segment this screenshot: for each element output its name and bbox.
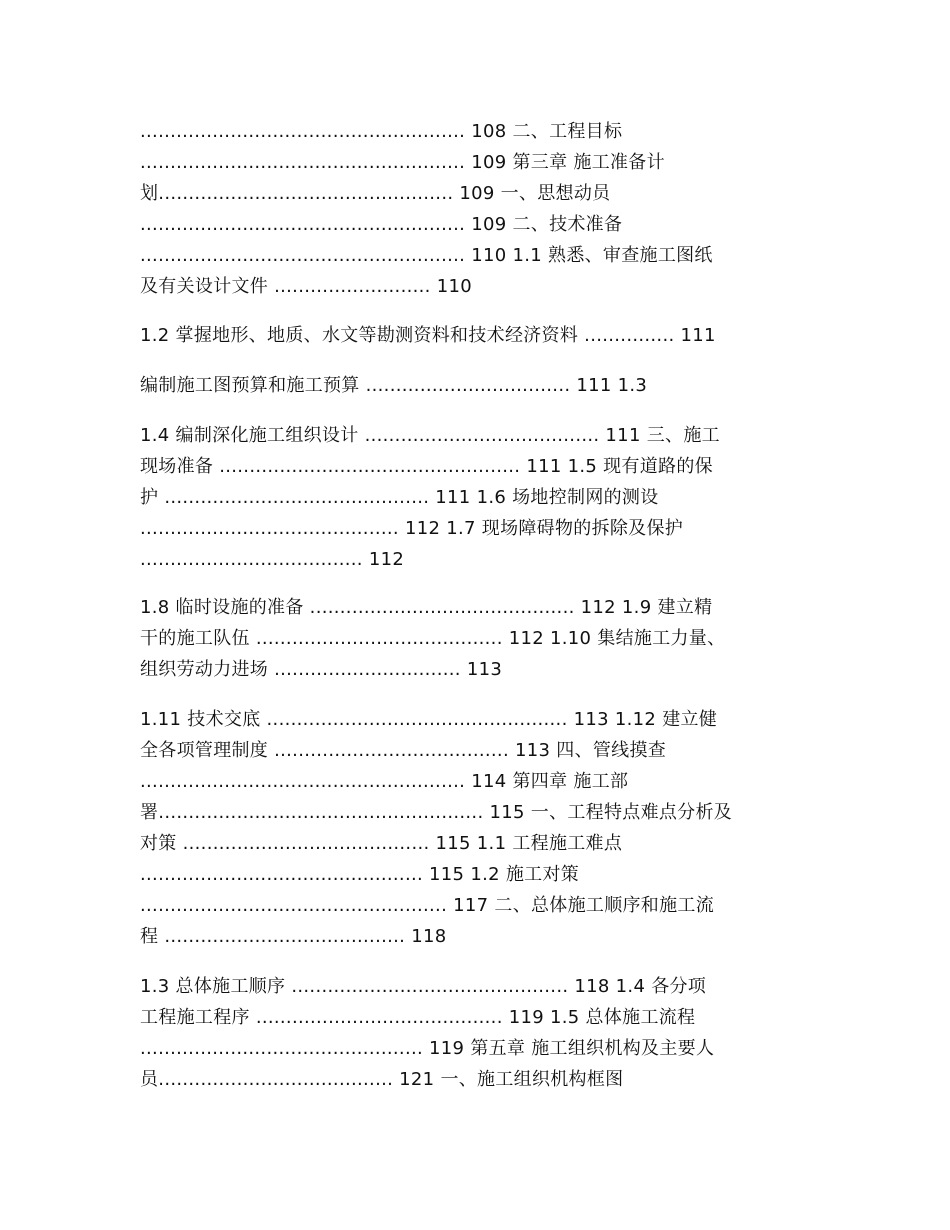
- toc-line: ........................................... 112 1.7 现场障碍物的拆除及保护: [140, 518, 684, 539]
- toc-line: 对策 ......................................... 115 1.1 工程施工难点: [140, 833, 623, 854]
- toc-line: 及有关设计文件 .......................... 110: [140, 276, 472, 297]
- toc-line: 全各项管理制度 ....................................... 113 四、管线摸查: [140, 740, 667, 761]
- toc-line: 组织劳动力进场 ............................... 113: [140, 659, 503, 680]
- toc-line: 署...................................................... 115 一、工程特点难点分析及: [140, 802, 733, 823]
- toc-line: ...................................................... 109 第三章 施工准备计: [140, 152, 665, 173]
- toc-line: 编制施工图预算和施工预算 .................................. 111 1.3: [140, 375, 648, 396]
- toc-paragraph: [140, 971, 820, 1095]
- toc-line: 1.3 总体施工顺序 .............................................. 118 1.4 各分项: [140, 976, 707, 997]
- toc-line: ..................................... 112: [140, 549, 405, 570]
- toc-line: ...................................................... 108 二、工程目标: [140, 121, 623, 142]
- toc-line: ...................................................... 114 第四章 施工部: [140, 771, 629, 792]
- toc-line: ...................................................... 110 1.1 熟悉、审查施工图纸: [140, 245, 713, 266]
- toc-paragraph: [140, 370, 820, 401]
- toc-paragraph: [140, 704, 820, 952]
- toc-line: ...................................................... 109 二、技术准备: [140, 214, 623, 235]
- toc-paragraph: [140, 116, 820, 302]
- toc-line: 1.11 技术交底 .................................................. 113 1.12 建立健: [140, 709, 718, 730]
- toc-line: ............................................... 119 第五章 施工组织机构及主要人: [140, 1038, 715, 1059]
- toc-line: 工程施工程序 ......................................... 119 1.5 总体施工流程: [140, 1007, 696, 1028]
- toc-line: 员....................................... 121 一、施工组织机构框图: [140, 1069, 624, 1090]
- toc-line: 1.2 掌握地形、地质、水文等勘测资料和技术经济资料 ............... 111: [140, 325, 716, 346]
- toc-line: ................................................... 117 二、总体施工顺序和施工流: [140, 895, 715, 916]
- toc-line: 1.8 临时设施的准备 ............................................ 112 1.9 建立精: [140, 597, 713, 618]
- toc-line: 干的施工队伍 ......................................... 112 1.10 集结施工力量、: [140, 628, 726, 649]
- toc-paragraph: [140, 420, 820, 575]
- toc-paragraph: [140, 592, 820, 685]
- toc-line: 现场准备 .................................................. 111 1.5 现有道路的保: [140, 456, 713, 477]
- toc-line: 划................................................. 109 一、思想动员: [140, 183, 611, 204]
- toc-paragraph: [140, 320, 820, 351]
- toc-line: ............................................... 115 1.2 施工对策: [140, 864, 580, 885]
- toc-line: 程 ........................................ 118: [140, 926, 447, 947]
- toc-line: 1.4 编制深化施工组织设计 ....................................... 111 三、施工: [140, 425, 720, 446]
- toc-line: 护 ............................................ 111 1.6 场地控制网的测设: [140, 487, 659, 508]
